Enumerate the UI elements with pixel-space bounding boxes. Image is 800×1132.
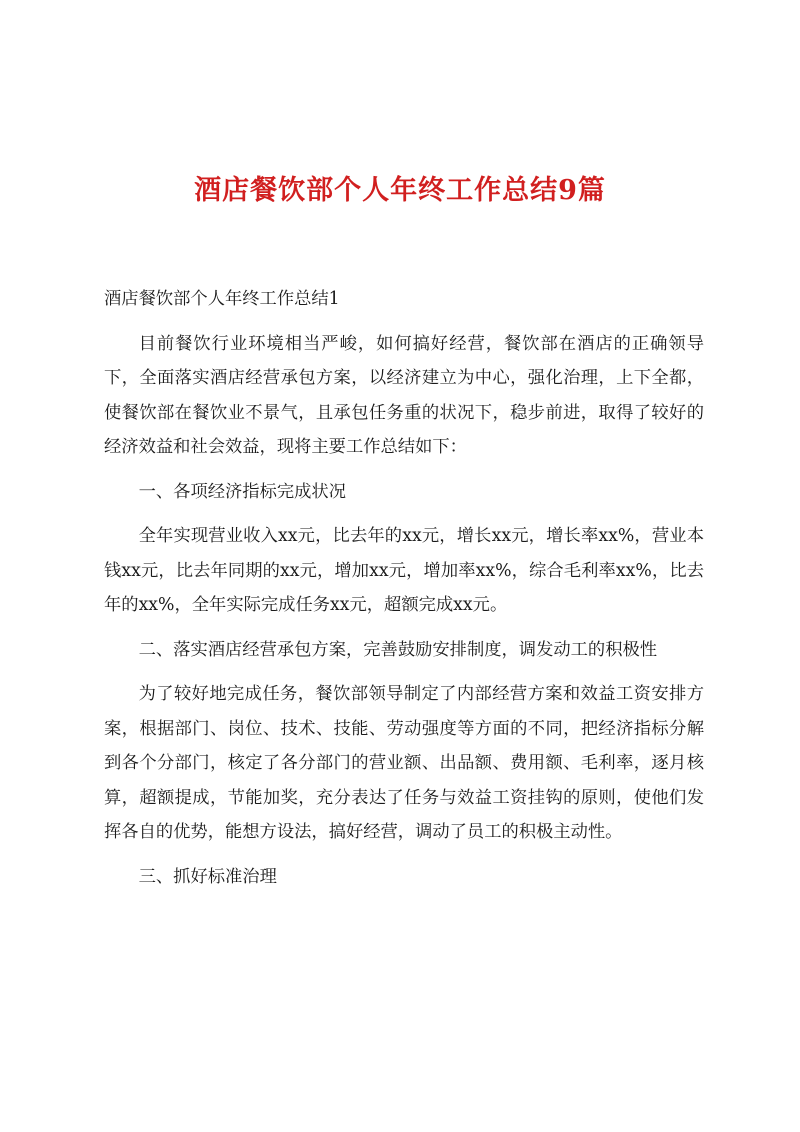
incentive-paragraph: 为了较好地完成任务，餐饮部领导制定了内部经营方案和效益工资安排方案，根据部门、岗位、技术、技能、劳动强度等方面的不同，把经济指标分解到各个分部门，核定了各分部门的营业额、出品额、费用额、毛利率，逐月核算，超额提成，节能加奖，充分表达了任务与效益工资挂钩的原则，使他们发挥各自的优势，能想方设法，搞好经营，调动了员工的积极主动性。 [104, 684, 704, 842]
document-body [104, 282, 704, 894]
section-heading-1: 一、各项经济指标完成状况 [138, 481, 346, 502]
economic-indicators-paragraph: 全年实现营业收入xx元，比去年的xx元，增长xx元，增长率xx%，营业本钱xx元，比去年同期的xx元，增加xx元，增加率xx%，综合毛利率xx%，比去年的xx%，全年实际完成任务xx元，超额完成xx元。 [104, 526, 704, 615]
section-heading-3: 三、抓好标准治理 [138, 866, 277, 887]
intro-paragraph: 目前餐饮行业环境相当严峻，如何搞好经营，餐饮部在酒店的正确领导下，全面落实酒店经营承包方案，以经济建立为中心，强化治理，上下全都，使餐饮部在餐饮业不景气，且承包任务重的状况下，稳步前进，取得了较好的经济效益和社会效益，现将主要工作总结如下： [104, 333, 704, 457]
section-heading-2: 二、落实酒店经营承包方案，完善鼓励安排制度，调发动工的积极性 [138, 639, 658, 660]
document-title: 酒店餐饮部个人年终工作总结9篇 [194, 175, 606, 206]
section-subtitle: 酒店餐饮部个人年终工作总结1 [104, 289, 340, 309]
